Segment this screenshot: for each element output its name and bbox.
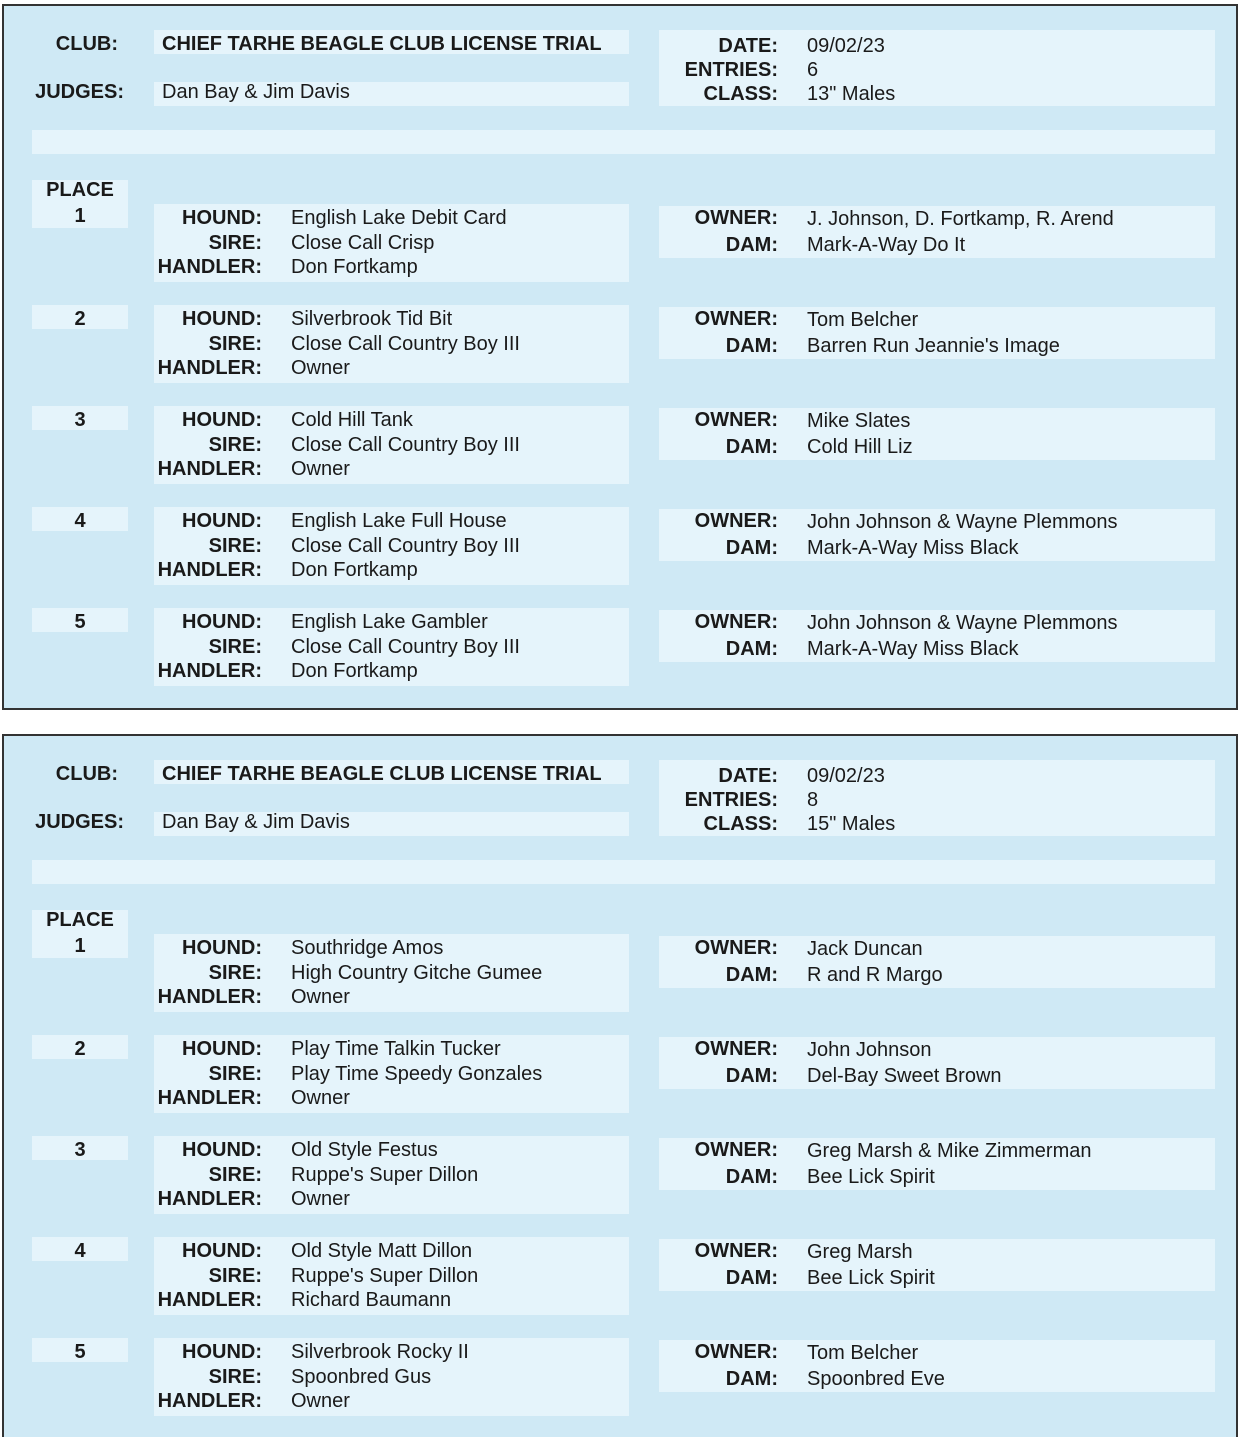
place-number: 5 bbox=[74, 611, 86, 633]
owner-name: John Johnson & Wayne Plemmons bbox=[807, 612, 1118, 634]
class-label: CLASS: bbox=[703, 83, 778, 105]
entries-value: 8 bbox=[807, 789, 819, 811]
placement-row bbox=[4, 204, 1240, 284]
owner-name: Mike Slates bbox=[807, 410, 911, 432]
dam-label: DAM: bbox=[725, 638, 778, 660]
sire-name: Ruppe's Super Dillon bbox=[291, 1265, 479, 1287]
sire-name: Close Call Country Boy III bbox=[291, 333, 520, 355]
dam-name: Mark-A-Way Miss Black bbox=[807, 537, 1019, 559]
club-name: CHIEF TARHE BEAGLE CLUB LICENSE TRIAL bbox=[162, 763, 602, 785]
placement-row bbox=[4, 406, 1240, 486]
place-number: 3 bbox=[74, 409, 86, 431]
entries-label: ENTRIES: bbox=[684, 789, 778, 811]
date-value: 09/02/23 bbox=[807, 35, 885, 57]
dam-name: Cold Hill Liz bbox=[807, 436, 913, 458]
handler-name: Owner bbox=[291, 986, 350, 1008]
judges-value: Dan Bay & Jim Davis bbox=[162, 81, 350, 103]
dam-name: R and R Margo bbox=[807, 964, 943, 986]
results-form-15in-males bbox=[2, 734, 1238, 1437]
date-label: DATE: bbox=[718, 35, 778, 57]
judges-label: JUDGES: bbox=[35, 811, 124, 833]
handler-label: HANDLER: bbox=[157, 1289, 262, 1311]
handler-label: HANDLER: bbox=[157, 1188, 262, 1210]
hound-name: English Lake Full House bbox=[291, 510, 507, 532]
place-number: 1 bbox=[74, 935, 86, 957]
hound-name: Cold Hill Tank bbox=[291, 409, 413, 431]
owner-label: OWNER: bbox=[694, 308, 778, 330]
placement-row bbox=[4, 1237, 1240, 1317]
hound-label: HOUND: bbox=[182, 510, 262, 532]
hound-name: Silverbrook Tid Bit bbox=[291, 308, 453, 330]
place-header: PLACE bbox=[46, 909, 114, 931]
placement-row bbox=[4, 1035, 1240, 1115]
owner-label: OWNER: bbox=[694, 1038, 778, 1060]
sire-label: SIRE: bbox=[208, 333, 262, 355]
sire-label: SIRE: bbox=[208, 232, 262, 254]
hound-label: HOUND: bbox=[182, 308, 262, 330]
dam-label: DAM: bbox=[725, 436, 778, 458]
owner-name: J. Johnson, D. Fortkamp, R. Arend bbox=[807, 208, 1114, 230]
dam-label: DAM: bbox=[725, 1166, 778, 1188]
place-number: 2 bbox=[74, 1038, 86, 1060]
place-number: 4 bbox=[74, 1240, 86, 1262]
handler-label: HANDLER: bbox=[157, 357, 262, 379]
sire-name: Close Call Crisp bbox=[291, 232, 435, 254]
dam-name: Del-Bay Sweet Brown bbox=[807, 1065, 1002, 1087]
owner-label: OWNER: bbox=[694, 611, 778, 633]
club-label: CLUB: bbox=[55, 33, 118, 55]
handler-label: HANDLER: bbox=[157, 660, 262, 682]
hound-label: HOUND: bbox=[182, 207, 262, 229]
judges-label: JUDGES: bbox=[35, 81, 124, 103]
hound-label: HOUND: bbox=[182, 611, 262, 633]
handler-label: HANDLER: bbox=[157, 458, 262, 480]
dam-label: DAM: bbox=[725, 335, 778, 357]
handler-name: Richard Baumann bbox=[291, 1289, 452, 1311]
handler-name: Don Fortkamp bbox=[291, 559, 418, 581]
dam-label: DAM: bbox=[725, 964, 778, 986]
sire-name: Close Call Country Boy III bbox=[291, 434, 520, 456]
owner-name: John Johnson bbox=[807, 1039, 932, 1061]
dam-label: DAM: bbox=[725, 234, 778, 256]
owner-label: OWNER: bbox=[694, 937, 778, 959]
handler-name: Don Fortkamp bbox=[291, 660, 418, 682]
owner-name: John Johnson & Wayne Plemmons bbox=[807, 511, 1118, 533]
class-label: CLASS: bbox=[703, 813, 778, 835]
dam-name: Mark-A-Way Do It bbox=[807, 234, 966, 256]
handler-label: HANDLER: bbox=[157, 1087, 262, 1109]
hound-label: HOUND: bbox=[182, 1038, 262, 1060]
owner-name: Tom Belcher bbox=[807, 1342, 919, 1364]
dam-label: DAM: bbox=[725, 537, 778, 559]
place-number: 5 bbox=[74, 1341, 86, 1363]
dam-name: Bee Lick Spirit bbox=[807, 1166, 935, 1188]
hound-name: Southridge Amos bbox=[291, 937, 444, 959]
sire-label: SIRE: bbox=[208, 434, 262, 456]
hound-label: HOUND: bbox=[182, 1341, 262, 1363]
sire-name: High Country Gitche Gumee bbox=[291, 962, 543, 984]
handler-label: HANDLER: bbox=[157, 559, 262, 581]
hound-label: HOUND: bbox=[182, 1240, 262, 1262]
sire-label: SIRE: bbox=[208, 1164, 262, 1186]
dam-label: DAM: bbox=[725, 1368, 778, 1390]
sire-name: Close Call Country Boy III bbox=[291, 535, 520, 557]
judges-value: Dan Bay & Jim Davis bbox=[162, 811, 350, 833]
placement-row bbox=[4, 1338, 1240, 1418]
entries-value: 6 bbox=[807, 59, 819, 81]
results-form-13in-males bbox=[2, 4, 1238, 710]
handler-label: HANDLER: bbox=[157, 256, 262, 278]
sire-name: Close Call Country Boy III bbox=[291, 636, 520, 658]
placement-row bbox=[4, 608, 1240, 688]
place-number: 4 bbox=[74, 510, 86, 532]
dam-name: Barren Run Jeannie's Image bbox=[807, 335, 1060, 357]
club-label: CLUB: bbox=[55, 763, 118, 785]
dam-name: Bee Lick Spirit bbox=[807, 1267, 935, 1289]
handler-label: HANDLER: bbox=[157, 986, 262, 1008]
dam-name: Mark-A-Way Miss Black bbox=[807, 638, 1019, 660]
placement-row bbox=[4, 934, 1240, 1014]
date-label: DATE: bbox=[718, 765, 778, 787]
owner-label: OWNER: bbox=[694, 207, 778, 229]
hound-label: HOUND: bbox=[182, 937, 262, 959]
handler-name: Don Fortkamp bbox=[291, 256, 418, 278]
handler-name: Owner bbox=[291, 1390, 350, 1412]
hound-name: Silverbrook Rocky II bbox=[291, 1341, 469, 1363]
owner-label: OWNER: bbox=[694, 1139, 778, 1161]
owner-label: OWNER: bbox=[694, 409, 778, 431]
placement-row bbox=[4, 305, 1240, 385]
class-value: 15" Males bbox=[807, 813, 896, 835]
placement-row bbox=[4, 507, 1240, 587]
club-name: CHIEF TARHE BEAGLE CLUB LICENSE TRIAL bbox=[162, 33, 602, 55]
date-value: 09/02/23 bbox=[807, 765, 885, 787]
dam-label: DAM: bbox=[725, 1065, 778, 1087]
entries-label: ENTRIES: bbox=[684, 59, 778, 81]
handler-name: Owner bbox=[291, 1188, 350, 1210]
blank-row-strip bbox=[32, 130, 1215, 154]
sire-name: Spoonbred Gus bbox=[291, 1366, 432, 1388]
blank-row-strip bbox=[32, 860, 1215, 884]
sire-label: SIRE: bbox=[208, 535, 262, 557]
place-number: 2 bbox=[74, 308, 86, 330]
owner-label: OWNER: bbox=[694, 510, 778, 532]
owner-label: OWNER: bbox=[694, 1240, 778, 1262]
dam-name: Spoonbred Eve bbox=[807, 1368, 945, 1390]
hound-name: English Lake Debit Card bbox=[291, 207, 507, 229]
handler-label: HANDLER: bbox=[157, 1390, 262, 1412]
hound-label: HOUND: bbox=[182, 409, 262, 431]
hound-name: Play Time Talkin Tucker bbox=[291, 1038, 501, 1060]
hound-name: Old Style Matt Dillon bbox=[291, 1240, 473, 1262]
handler-name: Owner bbox=[291, 1087, 350, 1109]
sire-label: SIRE: bbox=[208, 1063, 262, 1085]
owner-name: Greg Marsh bbox=[807, 1241, 913, 1263]
owner-name: Tom Belcher bbox=[807, 309, 919, 331]
sire-name: Ruppe's Super Dillon bbox=[291, 1164, 479, 1186]
placement-row bbox=[4, 1136, 1240, 1216]
hound-name: Old Style Festus bbox=[291, 1139, 438, 1161]
owner-label: OWNER: bbox=[694, 1341, 778, 1363]
sire-label: SIRE: bbox=[208, 962, 262, 984]
sire-label: SIRE: bbox=[208, 1366, 262, 1388]
sire-name: Play Time Speedy Gonzales bbox=[291, 1063, 543, 1085]
class-value: 13" Males bbox=[807, 83, 896, 105]
handler-name: Owner bbox=[291, 357, 350, 379]
place-number: 3 bbox=[74, 1139, 86, 1161]
hound-name: English Lake Gambler bbox=[291, 611, 488, 633]
owner-name: Jack Duncan bbox=[807, 938, 923, 960]
place-header: PLACE bbox=[46, 179, 114, 201]
sire-label: SIRE: bbox=[208, 1265, 262, 1287]
sire-label: SIRE: bbox=[208, 636, 262, 658]
owner-name: Greg Marsh & Mike Zimmerman bbox=[807, 1140, 1092, 1162]
handler-name: Owner bbox=[291, 458, 350, 480]
place-number: 1 bbox=[74, 205, 86, 227]
dam-label: DAM: bbox=[725, 1267, 778, 1289]
hound-label: HOUND: bbox=[182, 1139, 262, 1161]
